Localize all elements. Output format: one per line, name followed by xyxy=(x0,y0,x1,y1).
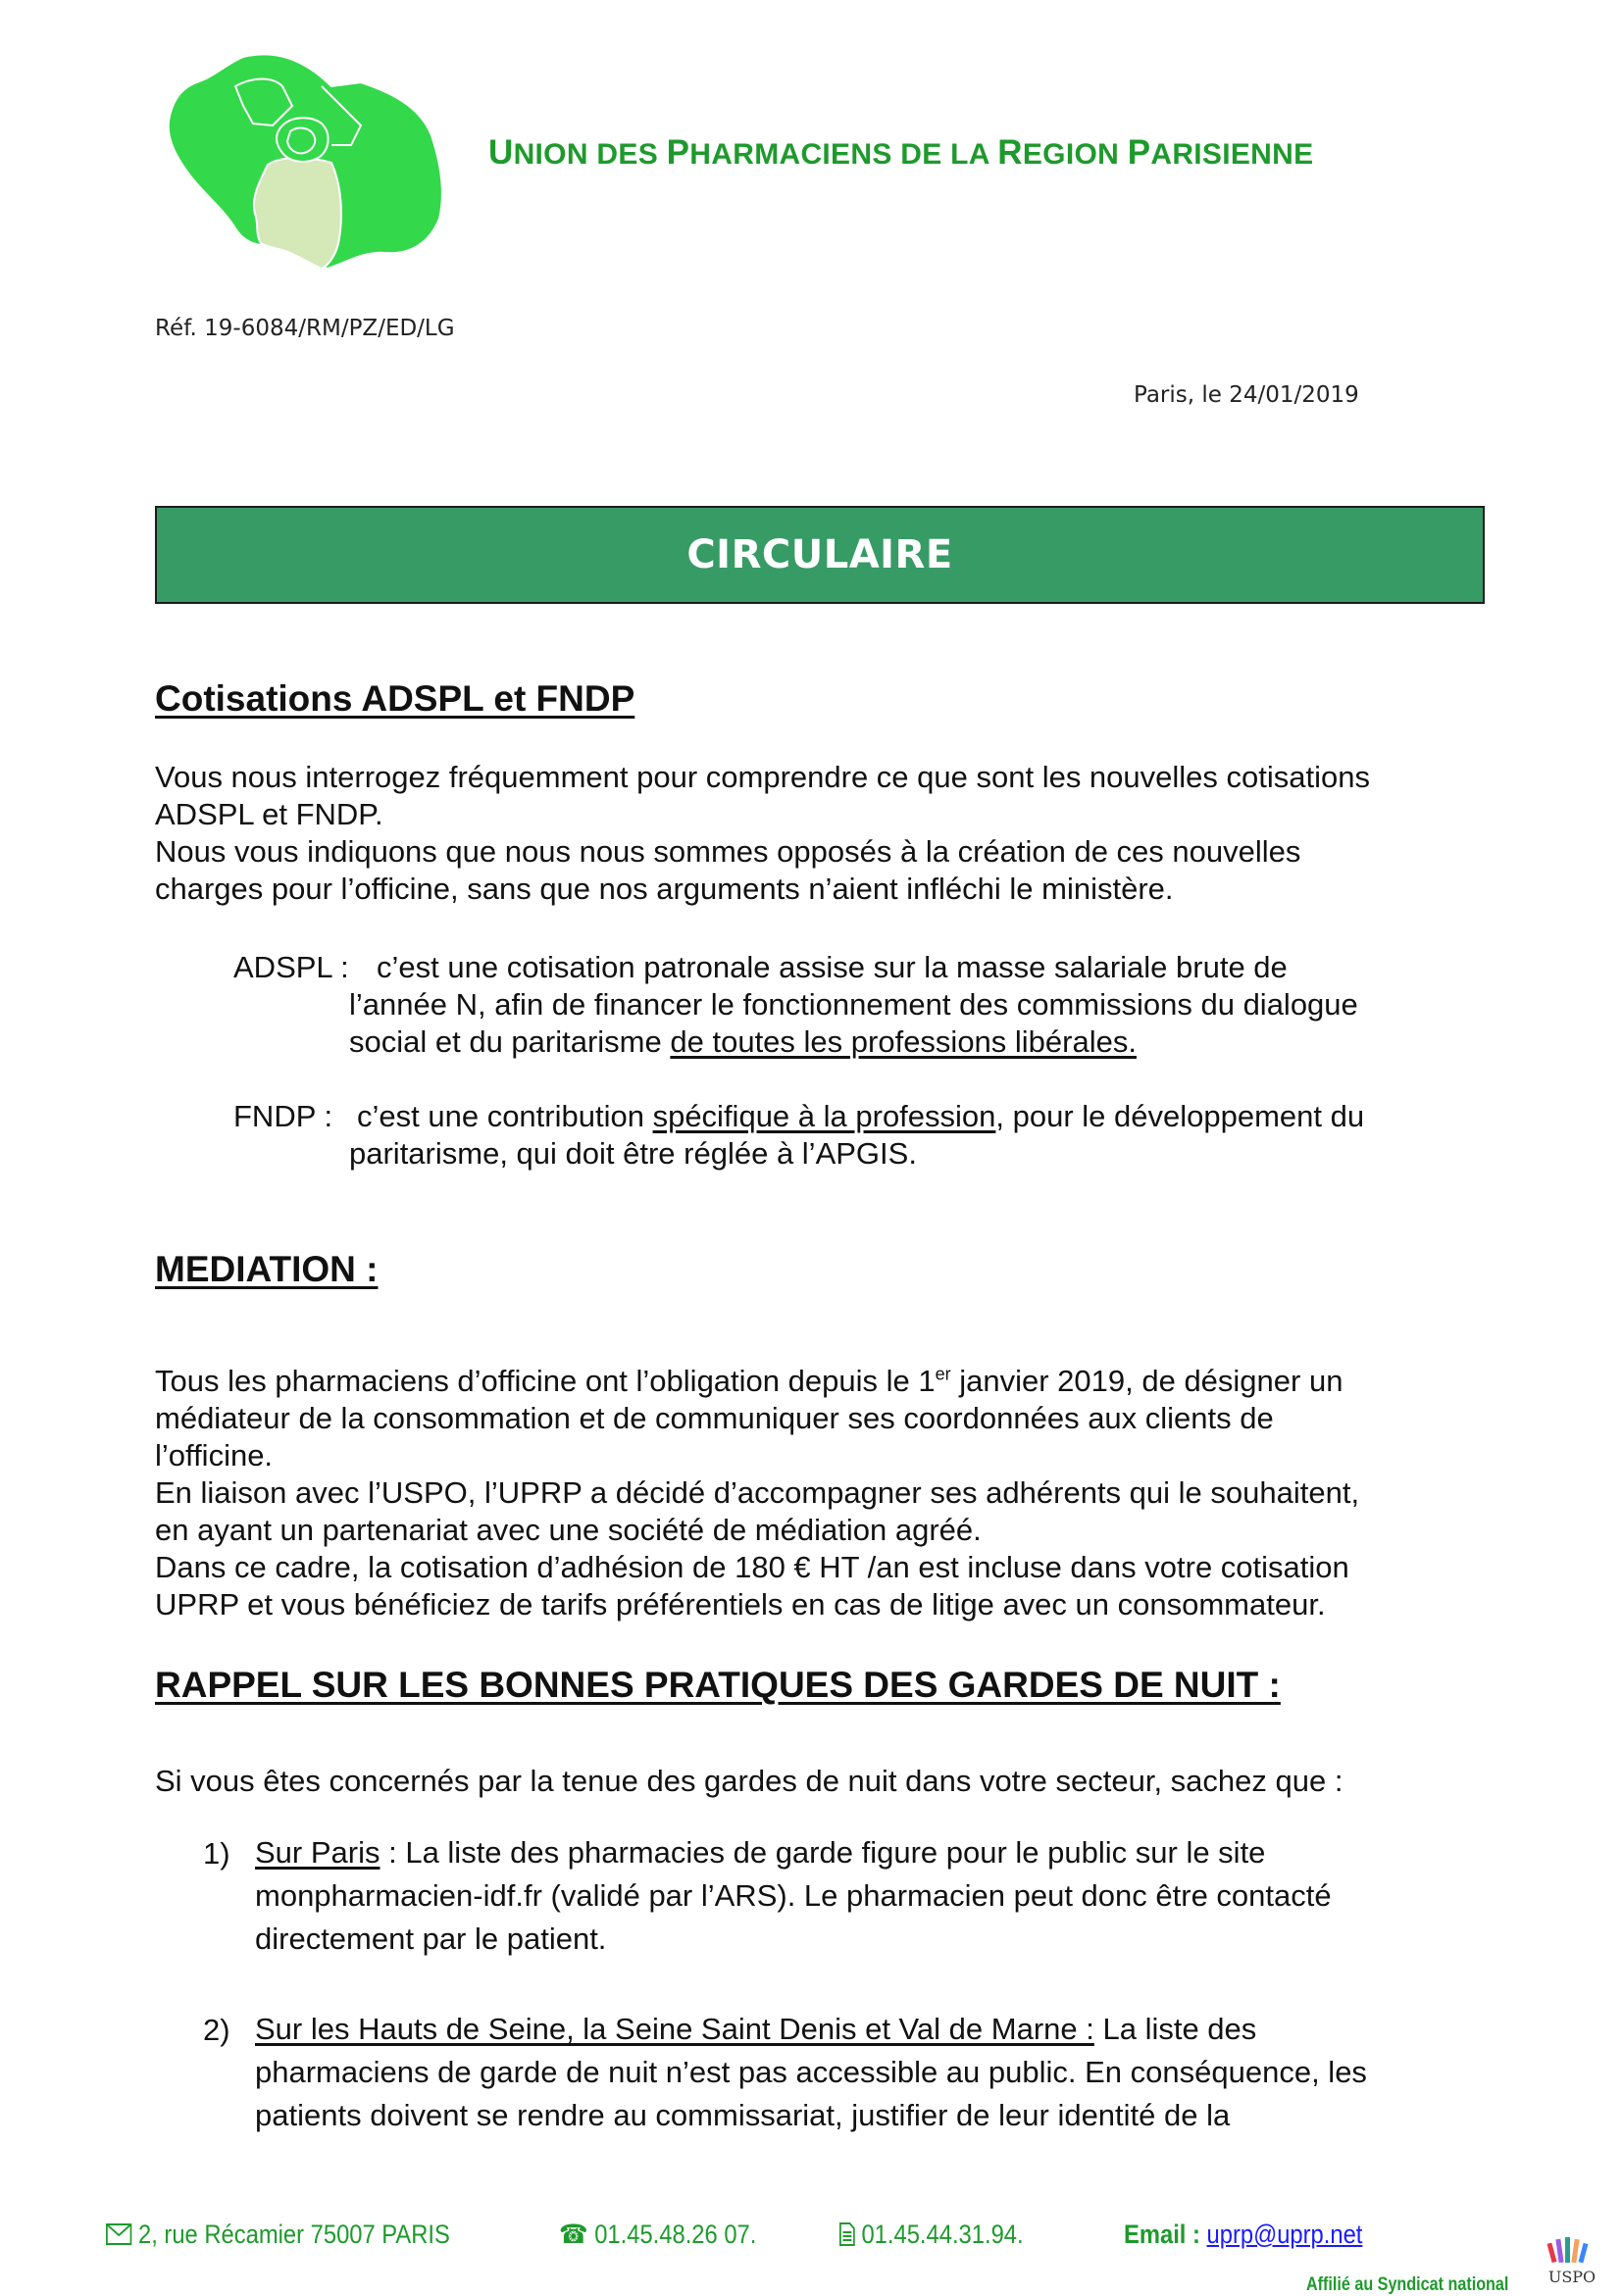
text-line: médiateur de la consommation et de communiquer ses coordonnées aux clients de xyxy=(155,1401,1274,1435)
footer-fax: 01.45.44.31.94. xyxy=(839,2220,1024,2250)
section-title-gardes-de-nuit: RAPPEL SUR LES BONNES PRATIQUES DES GARDES DE NUIT : xyxy=(155,1665,1281,1705)
circular-banner xyxy=(155,506,1485,604)
footer-email xyxy=(1124,2220,1362,2250)
list-item-petite-couronne xyxy=(255,2008,1520,2137)
text-line: ADSPL et FNDP. xyxy=(155,797,383,831)
phone-icon: ☎ xyxy=(559,2220,588,2249)
fax-document-icon xyxy=(839,2222,855,2246)
section-title-mediation: MEDIATION : xyxy=(155,1249,379,1289)
email-link[interactable]: uprp@uprp.net xyxy=(1206,2220,1363,2249)
footer-address: 2, rue Récamier 75007 PARIS xyxy=(106,2220,450,2250)
adspl-definition-continued xyxy=(349,986,1516,1061)
svg-text:USPO: USPO xyxy=(1547,2268,1597,2286)
text-line: Nous vous indiquons que nous nous sommes opposés à la création de ces nouvelles xyxy=(155,834,1301,869)
paragraph-cotisations-intro xyxy=(155,759,1528,908)
text-line: social et du paritarisme de toutes les professions libérales. xyxy=(349,1024,1137,1059)
organization-name: UNION DES PHARMACIENS DE LA REGION PARISIENNE xyxy=(488,133,1314,172)
text-line: En liaison avec l’USPO, l’UPRP a décidé d’accompagner ses adhérents qui le souhaitent, xyxy=(155,1475,1360,1510)
paragraph-mediation xyxy=(155,1363,1528,1623)
text-line: patients doivent se rendre au commissariat, justifier de leur identité de la xyxy=(255,2098,1231,2132)
footer-phone: ☎ 01.45.48.26 07. xyxy=(559,2220,757,2249)
list-number-2: 2) xyxy=(203,2013,230,2047)
document-date: Paris, le 24/01/2019 xyxy=(1134,382,1359,408)
text-line: l’officine. xyxy=(155,1438,274,1472)
list-number-1: 1) xyxy=(203,1836,230,1871)
text-line: UPRP et vous bénéficiez de tarifs préférentiels en cas de litige avec un consommateur. xyxy=(155,1587,1326,1622)
fndp-definition-line2: paritarisme, qui doit être réglée à l’APGIS. xyxy=(349,1136,917,1171)
banner-title: CIRCULAIRE xyxy=(686,532,953,577)
gardes-intro: Si vous êtes concernés par la tenue des gardes de nuit dans votre secteur, sachez que : xyxy=(155,1764,1343,1798)
adspl-definition-line1: c’est une cotisation patronale assise sur la masse salariale brute de xyxy=(377,950,1288,984)
fndp-definition-line1: c’est une contribution spécifique à la profession, pour le développement du xyxy=(357,1099,1365,1133)
text-line: Vous nous interrogez fréquemment pour comprendre ce que sont les nouvelles cotisations xyxy=(155,760,1370,794)
uspo-logo xyxy=(1544,2237,1600,2288)
affiliation-text: Affilié au Syndicat national xyxy=(1306,2274,1509,2295)
email-label: Email : xyxy=(1124,2220,1200,2249)
text-line: monpharmacien-idf.fr (validé par l’ARS). Le pharmacien peut donc être contacté xyxy=(255,1878,1332,1913)
text-line: charges pour l’officine, sans que nos arguments n’aient infléchi le ministère. xyxy=(155,872,1174,906)
text-line: Dans ce cadre, la cotisation d’adhésion de 180 € HT /an est incluse dans votre cotisation xyxy=(155,1550,1349,1584)
text-line: pharmaciens de garde de nuit n’est pas accessible au public. En conséquence, les xyxy=(255,2055,1367,2089)
section-title-cotisations: Cotisations ADSPL et FNDP xyxy=(155,678,635,719)
fndp-term: FNDP : xyxy=(233,1099,333,1133)
text-line: Sur les Hauts de Seine, la Seine Saint Denis et Val de Marne : La liste des xyxy=(255,2012,1257,2046)
text-line: en ayant un partenariat avec une société de médiation agréé. xyxy=(155,1513,982,1547)
text-line: Sur Paris : La liste des pharmacies de garde figure pour le public sur le site xyxy=(255,1835,1266,1870)
text-line: Tous les pharmaciens d’officine ont l’obligation depuis le 1er janvier 2019, de désigner un xyxy=(155,1364,1343,1398)
uprp-region-map-logo xyxy=(165,47,459,273)
envelope-icon xyxy=(106,2223,131,2245)
list-item-paris xyxy=(255,1831,1520,1961)
adspl-term: ADSPL : xyxy=(233,950,349,984)
reference-number: Réf. 19-6084/RM/PZ/ED/LG xyxy=(155,316,455,341)
text-line: directement par le patient. xyxy=(255,1922,607,1956)
text-line: l’année N, afin de financer le fonctionnement des commissions du dialogue xyxy=(349,987,1358,1022)
